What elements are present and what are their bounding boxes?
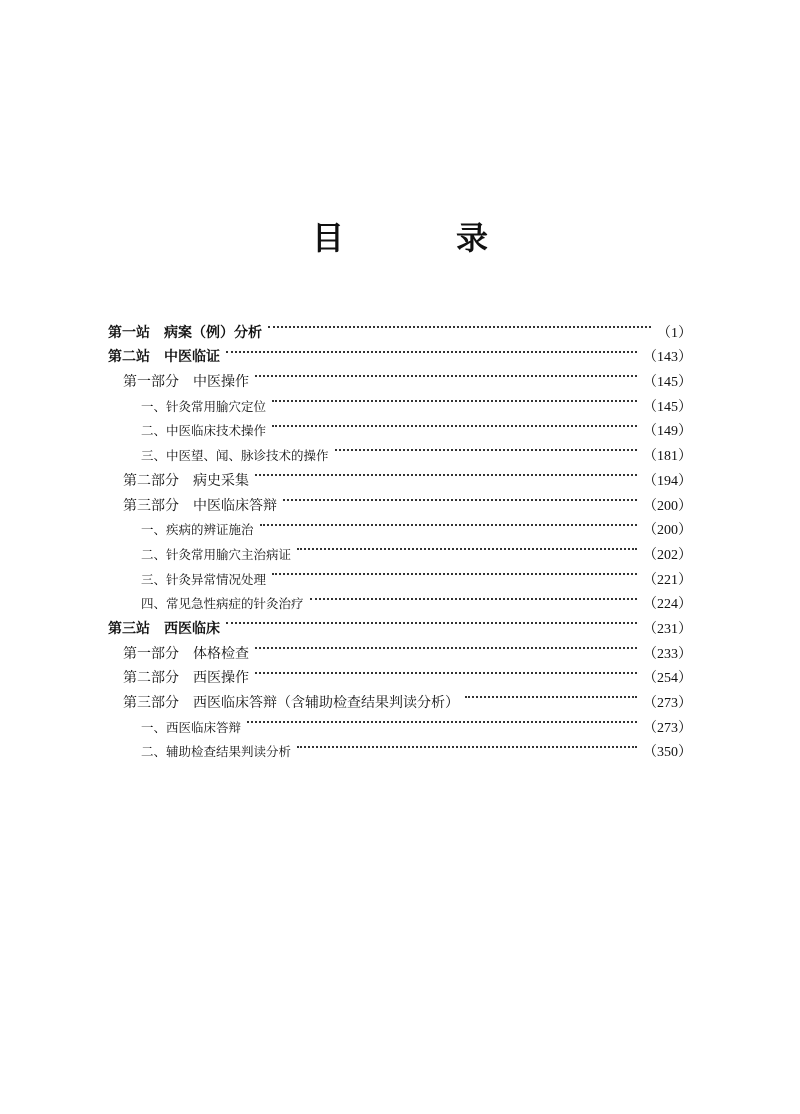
toc-dot-leader [335, 435, 637, 460]
toc-dot-leader [226, 608, 637, 633]
toc-entry-page: （200） [643, 498, 692, 514]
toc-entry-label: 二、辅助检查结果判读分析 [141, 744, 292, 760]
toc-entry-label: 第一部分 体格检查 [123, 645, 249, 662]
toc-entry-label: 第二部分 西医操作 [123, 670, 249, 687]
toc-dot-leader [255, 460, 637, 485]
toc-dot-leader [255, 633, 637, 658]
toc-entry-page: （231） [643, 621, 692, 637]
toc-entry-page: （233） [643, 646, 692, 662]
toc-entry-label: 四、常见急性病症的针灸治疗 [141, 596, 304, 612]
toc-entry-label: 一、西医临床答辩 [141, 719, 242, 735]
toc-entry-page: （350） [643, 745, 692, 761]
toc-dot-leader [297, 732, 637, 757]
toc-dot-leader [297, 534, 637, 559]
toc-entry-page: （224） [643, 597, 692, 613]
toc-dot-leader [283, 485, 637, 510]
toc-entry-label: 第三部分 中医临床答辩 [123, 497, 277, 514]
toc-entry-label: 第三部分 西医临床答辩（含辅助检查结果判读分析） [123, 695, 459, 711]
toc-entry [108, 312, 692, 341]
toc-entry-label: 一、疾病的辨证施治 [141, 522, 254, 538]
toc-dot-leader [226, 337, 637, 362]
toc-entry-page: （194） [643, 473, 692, 489]
toc-dot-leader [465, 682, 637, 707]
toc-entry-label: 第二站 中医临证 [108, 349, 220, 366]
toc-entry-page: （143） [643, 350, 692, 366]
toc-dot-leader [310, 584, 637, 609]
table-of-contents [108, 312, 692, 761]
toc-entry-page: （221） [643, 572, 692, 588]
toc-entry-page: （149） [643, 424, 692, 440]
toc-dot-leader [268, 312, 651, 337]
toc-entry-label: 第三站 西医临床 [108, 620, 220, 637]
page-title: 目 录 [311, 219, 528, 257]
toc-dot-leader [272, 411, 637, 436]
toc-entry-page: （145） [643, 375, 692, 391]
toc-entry-label: 三、中医望、闻、脉诊技术的操作 [141, 448, 329, 464]
toc-dot-leader [272, 386, 637, 411]
toc-entry-page: （273） [643, 720, 692, 736]
toc-entry-page: （145） [643, 399, 692, 415]
toc-entry-label: 第一站 病案（例）分析 [108, 324, 262, 341]
toc-dot-leader [255, 658, 637, 683]
toc-entry-page: （181） [643, 449, 692, 465]
toc-entry-page: （254） [643, 671, 692, 687]
toc-dot-leader [272, 559, 637, 584]
toc-entry-label: 第一部分 中医操作 [123, 374, 249, 391]
toc-entry-page: （273） [643, 696, 692, 711]
toc-entry-label: 一、针灸常用腧穴定位 [141, 398, 267, 414]
toc-entry-page: （1） [657, 325, 692, 341]
toc-dot-leader [247, 707, 637, 732]
toc-dot-leader [260, 510, 637, 535]
toc-entry-label: 二、中医临床技术操作 [141, 423, 267, 439]
toc-entry-label: 第二部分 病史采集 [123, 472, 249, 489]
toc-dot-leader [255, 361, 637, 386]
toc-entry-label: 三、针灸异常情况处理 [141, 571, 267, 587]
toc-entry-label: 二、针灸常用腧穴主治病证 [141, 546, 292, 562]
toc-entry-page: （202） [643, 547, 692, 563]
toc-entry-page: （200） [643, 523, 692, 539]
